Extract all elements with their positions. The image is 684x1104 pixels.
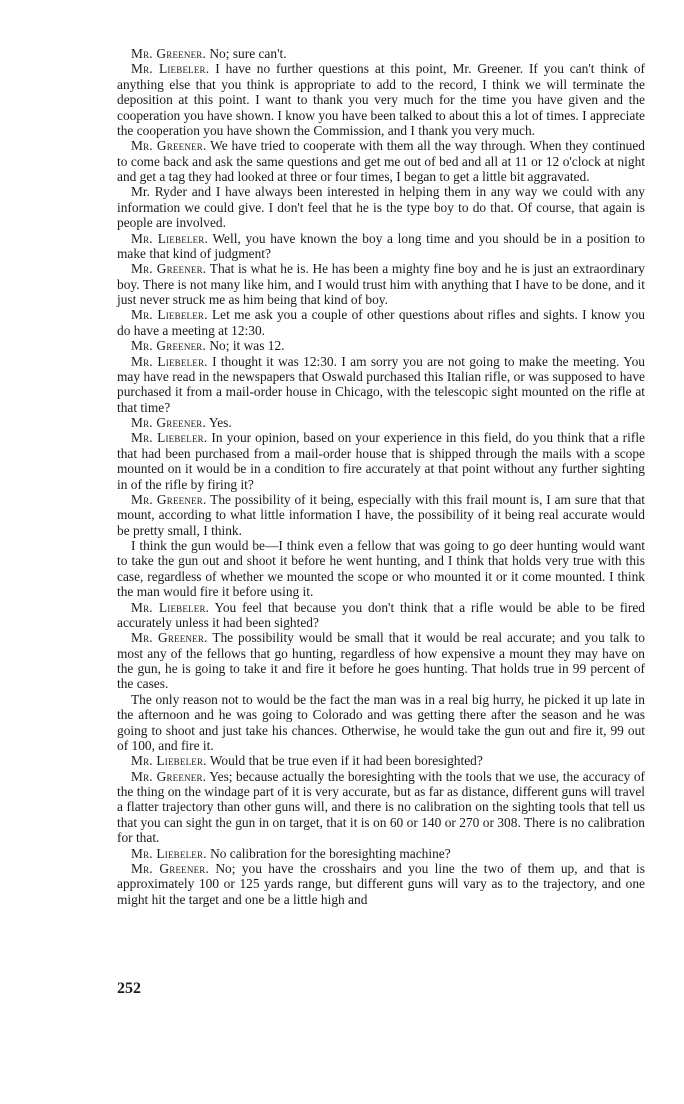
- paragraph-text: No calibration for the boresighting machine?: [210, 845, 451, 861]
- paragraph: [117, 769, 645, 846]
- paragraph: [117, 492, 645, 538]
- speaker-label: Mr. Greener.: [131, 415, 207, 430]
- paragraph: [117, 354, 645, 416]
- paragraph: [117, 538, 645, 600]
- paragraph: [117, 861, 645, 907]
- speaker-label: Mr. Greener.: [131, 261, 207, 277]
- paragraph: [117, 61, 645, 138]
- paragraph-text: The only reason not to would be the fact the man was in a real big hurry, he picked it up late in the afternoon and he was going to Colorado and was getting there after the season and he was going to shoot and just take his chances. Otherwise, he would take the gun out and fire it, 99 out of 100, and fire it.: [117, 691, 645, 753]
- paragraph-text: Yes; because actually the boresighting with the tools that we use, the accuracy of the thing on the windage part of it is very accurate, but as far as distance, different guns will travel a flatter trajectory than other guns will, and there is no calibration on the sighting tools that tell us that you can sight the gun in on target, that it is on 60 or 140 or 270 or 308. There is no calibration for that.: [117, 768, 645, 846]
- speaker-label: Mr. Liebeler.: [131, 430, 208, 446]
- paragraph-text: I thought it was 12:30. I am sorry you are not going to make the meeting. You may have read in the newspapers that Oswald purchased this Italian rifle, or was supposed to have purchased it from a mail-order house in Chicago, with the telescopic sight mounted on the rifle at that time?: [117, 353, 645, 415]
- paragraph: [117, 307, 645, 338]
- speaker-label: Mr. Liebeler.: [131, 845, 207, 861]
- paragraph: [117, 415, 645, 430]
- paragraph-text: I think the gun would be—I think even a fellow that was going to go deer hunting would want to take the gun out and shoot it before he went hunting, and I think that holds very true with this case, regardless of whether we mounted the scope or who mounted it or it come mounted. I think the man would fire it before using it.: [117, 538, 645, 600]
- speaker-label: Mr. Liebeler.: [131, 307, 208, 323]
- body-text: [117, 46, 645, 907]
- paragraph: [117, 261, 645, 307]
- paragraph-text: The possibility of it being, especially with this frail mount is, I am sure that that mount, according to what little information I have, the possibility of it being real accurate would be pretty small, I think.: [117, 491, 645, 538]
- speaker-label: Mr. Liebeler.: [131, 61, 210, 77]
- speaker-label: Mr. Liebeler.: [131, 599, 210, 615]
- paragraph-text: In your opinion, based on your experience in this field, do you think that a rifle that had been purchased from a mail-order house that is shipped through the mails with a scope mounted on it would be in a condition to fire accurately at that point without any further sighting in of the rifle by firing it?: [117, 430, 645, 492]
- paragraph: [117, 846, 645, 861]
- paragraph-text: Mr. Ryder and I have always been interested in helping them in any way we could with any information we could give. I don't feel that he is the type boy to do that. Of course, that again is people are involved.: [117, 184, 645, 231]
- speaker-label: Mr. Greener.: [131, 768, 207, 784]
- speaker-label: Mr. Greener.: [131, 630, 208, 646]
- speaker-label: Mr. Greener.: [131, 46, 207, 61]
- speaker-label: Mr. Liebeler.: [131, 230, 209, 246]
- paragraph-text: No; you have the crosshairs and you line the two of them up, and that is approximately 100 or 125 yards range, but different guns will vary as to the trajectory, and one might hit the target and one be a little high and: [117, 860, 645, 907]
- speaker-label: Mr. Greener.: [131, 491, 207, 507]
- paragraph-text: No; it was 12.: [209, 338, 285, 354]
- paragraph: [117, 692, 645, 754]
- paragraph-text: We have tried to cooperate with them all the way through. When they continued to come back and ask the same questions and get me out of bed and all at 11 or 12 o'clock at night and get a tag they had looked at three or four times, I began to get a little bit aggravated.: [117, 138, 646, 184]
- paragraph: [117, 600, 645, 631]
- page-number: 252: [117, 980, 141, 997]
- speaker-label: Mr. Greener.: [131, 338, 207, 354]
- paragraph-text: No; sure can't.: [209, 46, 287, 61]
- paragraph-text: That is what he is. He has been a mighty fine boy and he is just an extraordinary boy. There is not many like him, and I would trust him with anything that I have to be done, and it just never struck me as him being that kind of boy.: [117, 261, 645, 307]
- speaker-label: Mr. Liebeler.: [131, 353, 208, 369]
- speaker-label: Mr. Greener.: [131, 860, 210, 876]
- speaker-label: Mr. Liebeler.: [131, 753, 207, 769]
- paragraph: [117, 338, 645, 353]
- paragraph: [117, 138, 645, 184]
- paragraph: [117, 630, 645, 692]
- paragraph-text: Well, you have known the boy a long time and you should be in a position to make that kind of judgment?: [117, 230, 645, 261]
- paragraph: [117, 430, 645, 492]
- paragraph-text: You feel that because you don't think that a rifle would be able to be fired accurately unless it had been sighted?: [117, 599, 645, 630]
- paragraph: [117, 46, 645, 61]
- paragraph: [117, 753, 645, 768]
- paragraph-text: Yes.: [208, 415, 232, 430]
- paragraph: [117, 231, 645, 262]
- paragraph: [117, 184, 645, 230]
- paragraph-text: The possibility would be small that it would be real accurate; and you talk to most any of the fellows that go hunting, regardless of how expensive a mount they may have on the gun, he is going to take it and fire it before he goes hunting. That holds true in 99 percent of the cases.: [117, 630, 646, 692]
- paragraph-text: Let me ask you a couple of other questions about rifles and sights. I know you do have a meeting at 12:30.: [117, 307, 646, 338]
- speaker-label: Mr. Greener.: [131, 138, 207, 154]
- paragraph-text: I have no further questions at this point, Mr. Greener. If you can't think of anything else that you think is appropriate to add to the record, I think we will terminate the deposition at this point. I want to thank you very much for the time you have given and the cooperation you have shown. I know you have been talked to about this a lot of times. I appreciate the cooperation you have shown the Commission, and I thank you very much.: [117, 61, 645, 138]
- paragraph-text: Would that be true even if it had been boresighted?: [209, 753, 483, 769]
